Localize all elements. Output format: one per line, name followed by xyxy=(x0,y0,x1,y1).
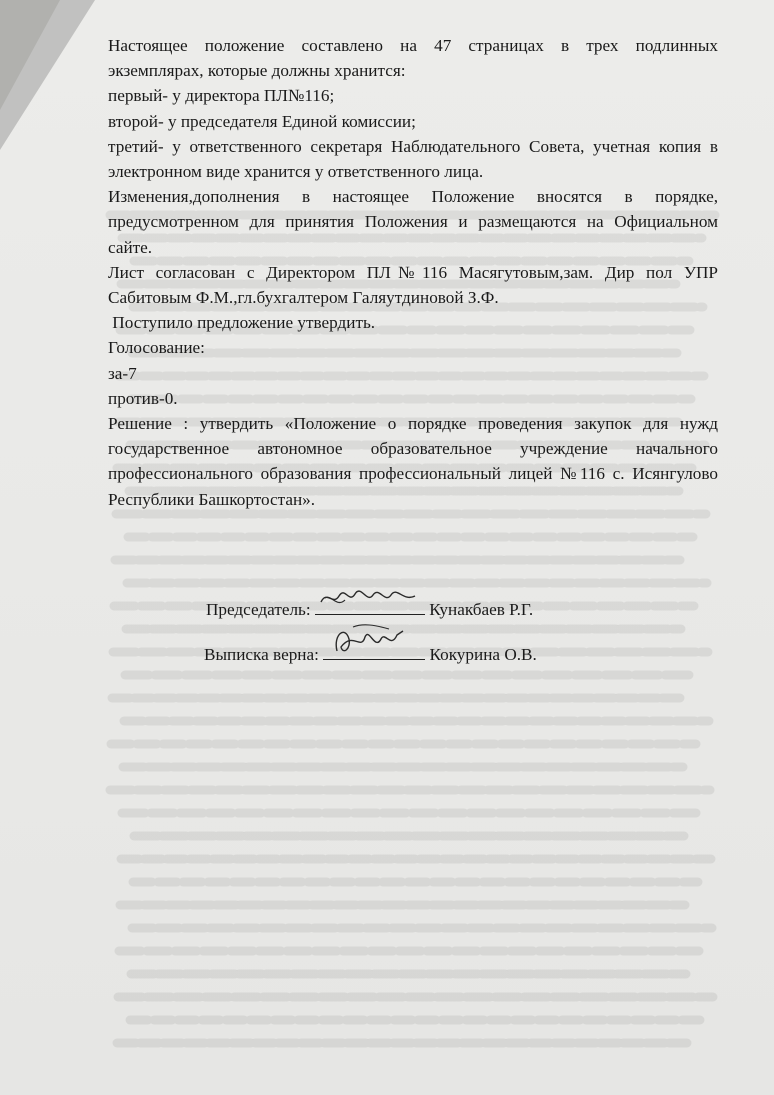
chairman-signature xyxy=(315,594,425,615)
paragraph-copies-line1: Настоящее положение составлено на 47 страницах в трех подлинных xyxy=(108,36,718,55)
votes-for: за-7 xyxy=(108,363,137,383)
paragraph-third-copy: третий- у ответственного секретаря Наблюдательного Совета, учетная копия в электронном виде хранится у ответственного лица. xyxy=(108,136,718,182)
paragraph-proposal: Поступило предложение утвердить. xyxy=(108,313,376,333)
paragraph-approval: Лист согласован с Директором ПЛ№116 Масягутовым,зам. Дир пол УПР Сабитовым Ф.М.,гл.бухгалтером Галяутдиновой З.Ф. xyxy=(108,262,718,308)
document-body xyxy=(108,33,718,512)
extract-label: Выписка верна: xyxy=(204,645,319,664)
chairman-name: Кунакбаев Р.Г. xyxy=(429,600,534,619)
chairman-label: Председатель: xyxy=(206,600,311,619)
paragraph-second-copy: второй- у председателя Единой комиссии; xyxy=(108,111,416,131)
extract-signature-scribble xyxy=(323,621,425,661)
extract-signature xyxy=(323,639,425,660)
paragraph-first-copy: первый- у директора ПЛ№116; xyxy=(108,86,335,106)
paragraph-decision: Решение : утвердить «Положение о порядке проведения закупок для нужд государственное автономное образовательное учреждение начального профессионального образования профессиональный лицей №116 с. Исянгулово Республики Башкортостан». xyxy=(108,414,718,509)
extract-signature-row xyxy=(204,639,537,667)
paragraph-copies-line2: экземплярах, которые должны хранится: xyxy=(108,61,406,81)
chairman-signature-scribble xyxy=(315,586,425,612)
extract-name: Кокурина О.В. xyxy=(429,645,537,664)
votes-against: против-0. xyxy=(108,388,178,408)
chairman-signature-row xyxy=(206,594,533,622)
paragraph-amendments: Изменения,дополнения в настоящее Положение вносятся в порядке, предусмотренном для принятия Положения и размещаются на Официальном сайте. xyxy=(108,187,718,257)
voting-heading: Голосование: xyxy=(108,338,205,358)
